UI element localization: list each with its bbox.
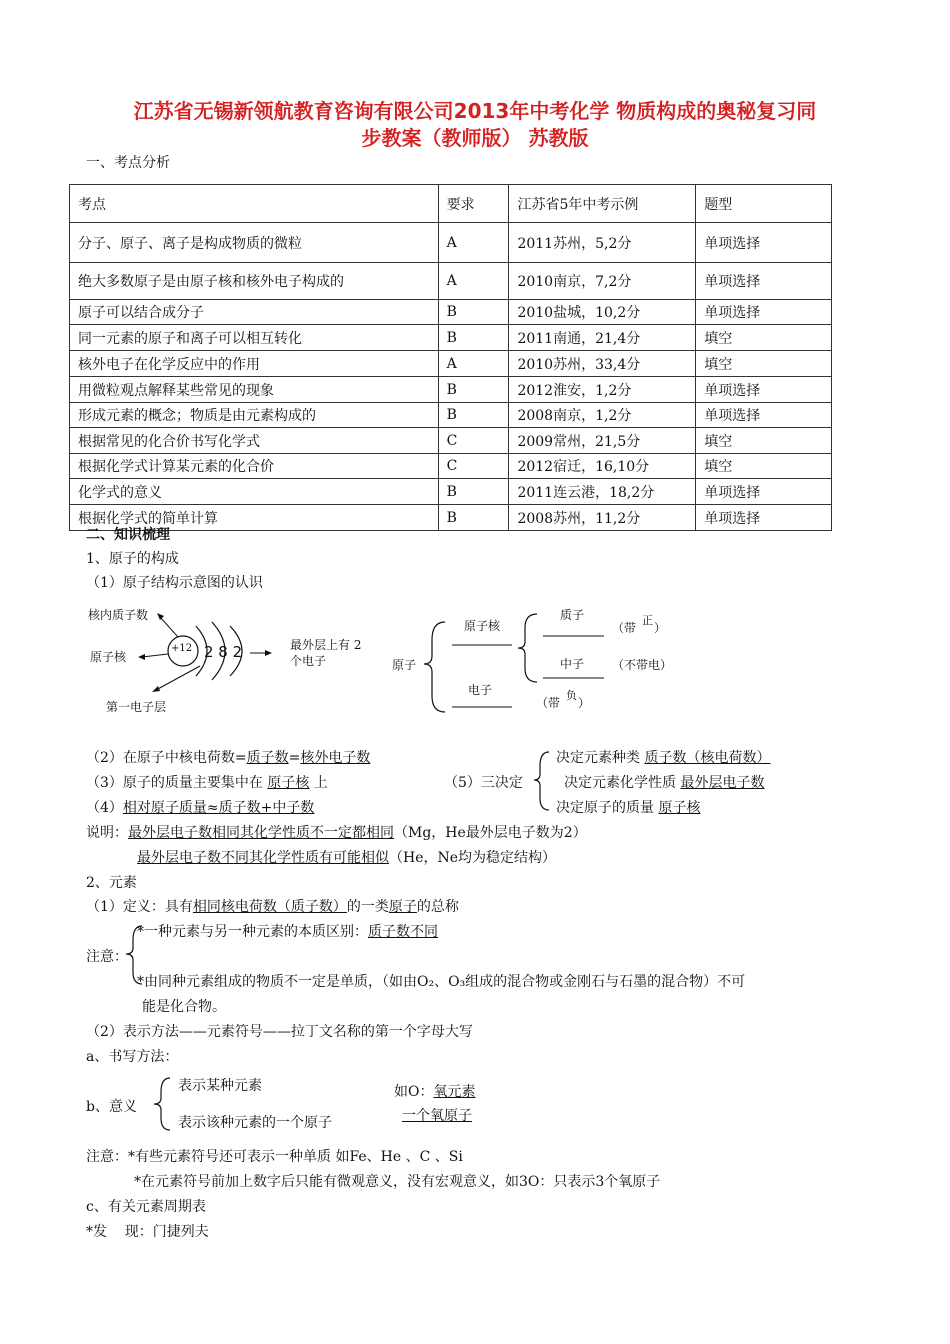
- table-cell: 2010盐城，10,2分: [509, 300, 696, 325]
- table-cell: 单项选择: [696, 223, 832, 263]
- note-label: 说明：: [86, 825, 128, 841]
- element-definition: [86, 896, 459, 916]
- table-cell: 根据化学式的简单计算: [70, 505, 439, 531]
- table-cell: 核外电子在化学反应中的作用: [70, 351, 439, 377]
- label-protons: 核内质子数: [88, 608, 149, 622]
- nucleus-charge: +12: [171, 643, 193, 654]
- table-cell: 单项选择: [696, 377, 832, 403]
- determinants-brace: [534, 752, 549, 810]
- representation-method: （2）表示方法——元素符号——拉丁文名称的第一个字母大写: [86, 1024, 473, 1040]
- table-cell: 填空: [696, 454, 832, 479]
- meaning-brace: [154, 1078, 170, 1130]
- discoverer: *发 现：门捷列夫: [86, 1224, 209, 1240]
- determinant-2: [564, 772, 764, 792]
- arrow-head: [157, 613, 164, 620]
- determinant-1: [556, 747, 770, 767]
- tree-electron: 电子: [468, 683, 493, 697]
- section-2-heading: 二、知识梳理: [86, 527, 170, 543]
- table-cell: A: [438, 223, 509, 263]
- table-cell: A: [438, 351, 509, 377]
- table-cell: 原子可以结合成分子: [70, 300, 439, 325]
- attention-3: 注意：*有些元素符号还可表示一种单质 如Fe、He 、C 、Si: [86, 1149, 463, 1165]
- electron-charge-open: （带: [536, 696, 561, 710]
- determinant-1-text: 决定元素种类: [556, 750, 645, 766]
- table-cell: 分子、原子、离子是构成物质的微粒: [70, 223, 439, 263]
- table-cell: 单项选择: [696, 479, 832, 505]
- point-3: [86, 772, 328, 792]
- def-b: 相同核电荷数（质子数）: [192, 899, 347, 915]
- example-label: 如O：: [394, 1084, 434, 1100]
- table-cell: 2012宿迁，16,10分: [509, 454, 696, 479]
- arrow-head: [265, 650, 272, 656]
- point-5-label: （5）三决定: [444, 775, 523, 791]
- arrow-head: [152, 686, 160, 692]
- point-3-b: 原子核: [267, 775, 310, 791]
- def-e: 的总称: [416, 899, 459, 915]
- table-cell: 用微粒观点解释某些常见的现象: [70, 377, 439, 403]
- attention-1-text: *一种元素与另一种元素的本质区别：: [137, 924, 368, 940]
- def-c: 的一类: [346, 899, 389, 915]
- meaning-1: 表示某种元素: [178, 1078, 262, 1094]
- arrow-protons: [160, 617, 178, 637]
- table-cell: C: [438, 454, 509, 479]
- point-2-d: 核外电子数: [300, 750, 371, 766]
- note-line-2: [137, 847, 556, 867]
- arrow-head: [138, 654, 145, 660]
- note-1-example: （Mg，He最外层电子数为2）: [394, 825, 587, 841]
- determinant-2-text: 决定元素化学性质: [564, 775, 681, 791]
- table-cell: 形成元素的概念；物质是由元素构成的: [70, 403, 439, 428]
- table-cell: B: [438, 377, 509, 403]
- table-cell: B: [438, 479, 509, 505]
- table-cell: 2008苏州，11,2分: [509, 505, 696, 531]
- point-4-b: 相对原子质量≈质子数+中子数: [122, 800, 315, 816]
- table-cell: 2011连云港，18,2分: [509, 479, 696, 505]
- attention-label: 注意：: [86, 949, 128, 965]
- outer-electrons-label-2: 个电子: [290, 654, 327, 668]
- note-1-main: 最外层电子数相同其化学性质不一定都相同: [128, 825, 394, 841]
- def-d: 原子: [388, 899, 417, 915]
- electron-charge-sign: 负: [566, 689, 577, 702]
- proton-charge-close: ）: [654, 621, 667, 635]
- meaning-label: b、意义: [86, 1099, 137, 1115]
- table-cell: A: [438, 263, 509, 300]
- writing-method: a、书写方法：: [86, 1049, 179, 1065]
- table-cell: 单项选择: [696, 263, 832, 300]
- determinant-3-text: 决定原子的质量: [556, 800, 659, 816]
- table-cell: 2009常州，21,5分: [509, 428, 696, 454]
- point-4-a: （4）: [86, 800, 123, 816]
- note-2-main: 最外层电子数不同其化学性质有可能相似: [137, 850, 389, 866]
- title-line-2: 步教案（教师版） 苏教版: [361, 126, 589, 150]
- label-nucleus: 原子核: [90, 650, 127, 664]
- determinant-2-answer: 最外层电子数: [680, 775, 765, 791]
- def-a: （1）定义：具有: [86, 899, 193, 915]
- note-line-1: [86, 822, 587, 842]
- example-1: 氧元素: [433, 1084, 476, 1100]
- atom-brace: [424, 622, 445, 712]
- proton-charge-open: （带: [612, 621, 637, 635]
- table-cell: 2011南通，21,4分: [509, 325, 696, 351]
- attention-2-cont: 能是化合物。: [142, 999, 226, 1015]
- outer-electrons-label-1: 最外层上有 2: [290, 638, 362, 652]
- table-cell: 填空: [696, 428, 832, 454]
- point-4: [86, 797, 314, 817]
- point-2-c: =: [288, 750, 301, 766]
- table-cell: 根据常见的化合价书写化学式: [70, 428, 439, 454]
- point-2-a: （2）在原子中核电荷数=: [86, 750, 247, 766]
- table-cell: B: [438, 300, 509, 325]
- table-cell: 2008南京，1,2分: [509, 403, 696, 428]
- arrow-nucleus: [142, 654, 168, 657]
- proton-charge-sign: 正: [642, 614, 653, 627]
- tree-neutron: 中子: [560, 657, 585, 671]
- point-3-c: 上: [309, 775, 328, 791]
- table-cell: 填空: [696, 325, 832, 351]
- atom-structure-heading: 1、原子的构成: [86, 551, 179, 567]
- point-2: [86, 747, 370, 767]
- header-cell: 江苏省5年中考示例: [509, 185, 696, 223]
- electron-charge-close: ）: [578, 696, 591, 710]
- example: [394, 1081, 475, 1101]
- table-cell: 根据化学式计算某元素的化合价: [70, 454, 439, 479]
- table-cell: 填空: [696, 351, 832, 377]
- attention-4: *在元素符号前加上数字后只能有微观意义，没有宏观意义，如3O：只表示3个氧原子: [134, 1174, 661, 1190]
- label-first-layer: 第一电子层: [106, 700, 167, 714]
- nucleus-brace: [518, 614, 537, 682]
- header-cell: 考点: [70, 185, 439, 223]
- table-cell: B: [438, 403, 509, 428]
- shell-electrons: 2 8 2: [204, 643, 243, 661]
- table-cell: 单项选择: [696, 505, 832, 531]
- tree-proton: 质子: [560, 608, 585, 622]
- table-cell: 同一元素的原子和离子可以相互转化: [70, 325, 439, 351]
- determinant-3: [556, 797, 700, 817]
- periodic-table-heading: c、有关元素周期表: [86, 1199, 206, 1215]
- neutron-charge: （不带电）: [612, 658, 673, 672]
- point-3-a: （3）原子的质量主要集中在: [86, 775, 268, 791]
- determinant-1-answer: 质子数（核电荷数）: [644, 750, 771, 766]
- table-cell: 单项选择: [696, 300, 832, 325]
- table-cell: 2011苏州，5,2分: [509, 223, 696, 263]
- attention-1: [137, 921, 438, 941]
- table-cell: 2012淮安，1,2分: [509, 377, 696, 403]
- table-cell: 单项选择: [696, 403, 832, 428]
- title-line-1: 江苏省无锡新领航教育咨询有限公司2013年中考化学 物质构成的奥秘复习同: [133, 99, 817, 123]
- example-2: 一个氧原子: [402, 1108, 472, 1124]
- attention-1-answer: 质子数不同: [368, 924, 438, 940]
- table-cell: B: [438, 325, 509, 351]
- element-heading: 2、元素: [86, 875, 137, 891]
- table-cell: 2010南京，7,2分: [509, 263, 696, 300]
- attention-2: *由同种元素组成的物质不一定是单质，（如由O₂、O₃组成的混合物或金刚石与石墨的混合物）不可: [137, 974, 746, 990]
- arrow-first-layer: [156, 666, 200, 690]
- note-2-example: （He，Ne均为稳定结构）: [389, 850, 557, 866]
- table-cell: 化学式的意义: [70, 479, 439, 505]
- atom-diagram-heading: （1）原子结构示意图的认识: [86, 575, 263, 591]
- determinant-3-answer: 原子核: [658, 800, 701, 816]
- table-cell: 2010苏州，33,4分: [509, 351, 696, 377]
- table-cell: B: [438, 505, 509, 531]
- meaning-2: 表示该种元素的一个原子: [178, 1115, 332, 1131]
- header-cell: 题型: [696, 185, 832, 223]
- tree-atom: 原子: [392, 658, 417, 672]
- tree-nucleus: 原子核: [464, 619, 501, 633]
- header-cell: 要求: [438, 185, 509, 223]
- table-cell: C: [438, 428, 509, 454]
- point-2-b: 质子数: [246, 750, 289, 766]
- section-1-heading: 一、考点分析: [86, 155, 170, 171]
- table-cell: 绝大多数原子是由原子核和核外电子构成的: [70, 263, 439, 300]
